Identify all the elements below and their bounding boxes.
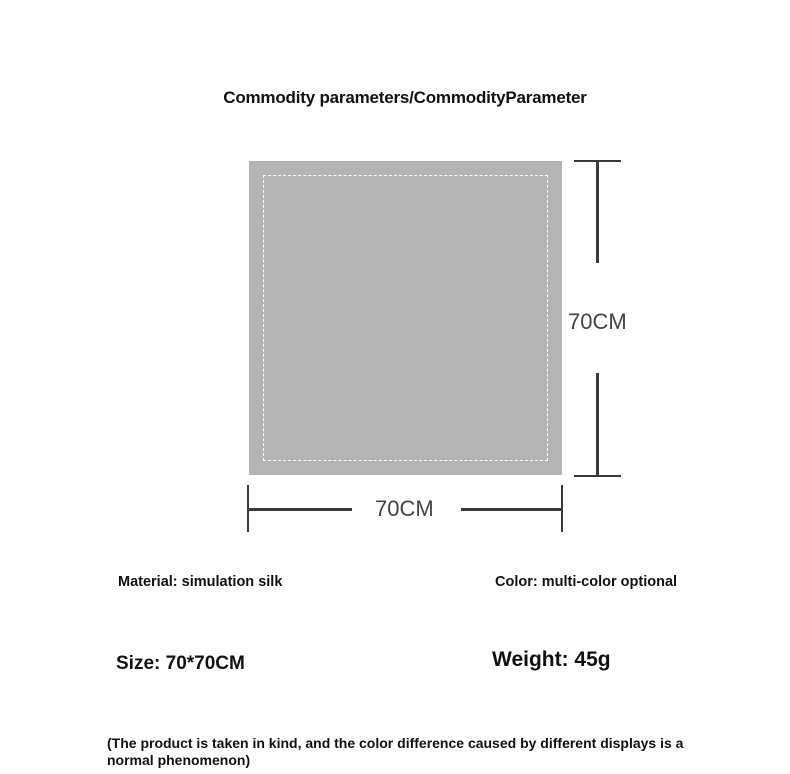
width-dim-line-left — [248, 508, 352, 511]
stitch-border — [263, 175, 548, 461]
size-spec: Size: 70*70CM — [116, 653, 245, 674]
weight-spec: Weight: 45g — [492, 648, 611, 671]
height-dim-line-upper — [596, 161, 599, 263]
height-label: 70CM — [568, 309, 627, 334]
fabric-square — [249, 161, 562, 475]
width-dim-line-right — [461, 508, 562, 511]
color-spec: Color: multi-color optional — [495, 574, 678, 590]
height-dim-line-lower — [596, 373, 599, 476]
width-label: 70CM — [375, 496, 434, 521]
page-title: Commodity parameters/CommodityParameter — [223, 88, 587, 107]
material-spec: Material: simulation silk — [118, 574, 283, 590]
disclaimer-note: (The product is taken in kind, and the color difference caused by different displays is a normal phenomenon) — [107, 735, 684, 768]
